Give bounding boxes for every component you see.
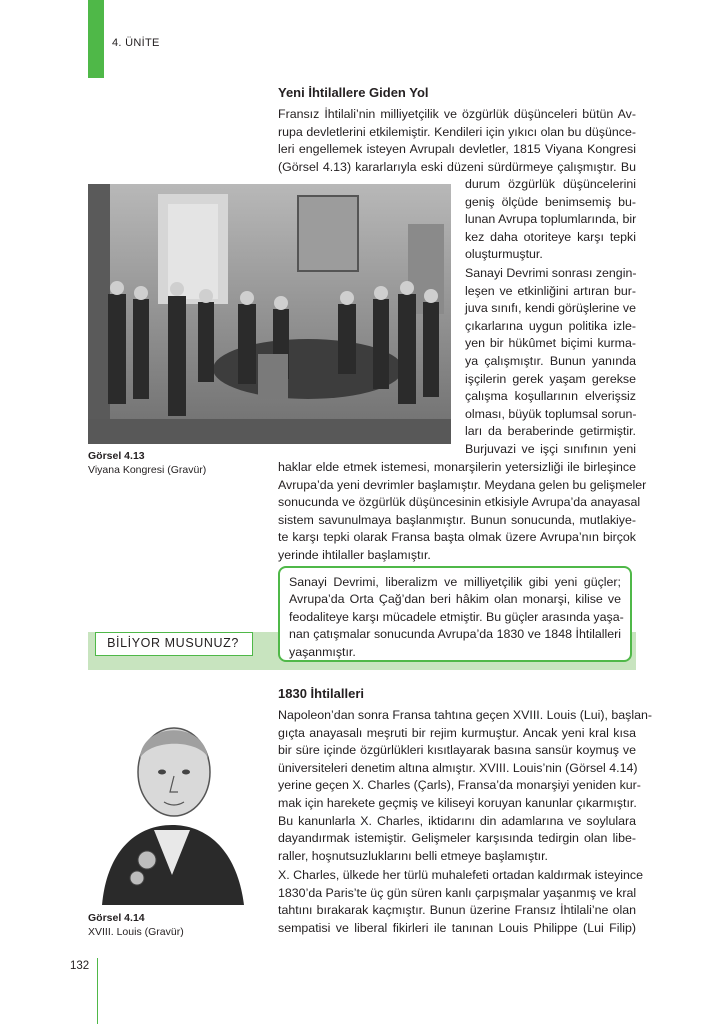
text-line: ya çalışmıştır. Bunun yanında	[465, 353, 636, 368]
text-line: feodaliteye karşı mücadele etmiştir. Bu güçler arasında yaşa-	[289, 609, 624, 624]
section-title-1830-revolutions: 1830 İhtilalleri	[278, 686, 364, 701]
text-line: leri engellemek isteyen Avrupalı devletler, 1815 Viyana Kongresi	[278, 142, 636, 157]
text-line: yaşanmıştır.	[289, 644, 356, 659]
text-line: yerine geçen X. Charles (Çarls), Fransa’da monarşiyi yeniden kur-	[278, 778, 641, 793]
text-line: Avrupa’da Orta Çağ’dan beri hâkim olan monarşi, kilise ve	[289, 592, 621, 607]
page-number: 132	[70, 960, 90, 972]
text-line: gıçta anayasalı meşruti bir rejim kurmuştur. Ancak yeni kral kısa	[278, 725, 636, 740]
figure2-title: Görsel 4.14	[88, 912, 145, 924]
text-line: işçilerin gerek yaşam gerekse	[465, 371, 636, 386]
text-line: raller, hoşnutsuzluklarını belli etmeye başlamıştır.	[278, 848, 548, 863]
text-line: kez daha otoriteye karşı tepki	[465, 229, 636, 244]
text-line: Avrupa’da yeni devrimler başlamıştır. Meydana gelen bu gelişmeler	[278, 477, 647, 492]
louis-xviii-portrait	[92, 700, 252, 905]
figure2-caption: XVIII. Louis (Gravür)	[88, 926, 184, 938]
text-line: leşen ve etkinliğini artıran bur-	[465, 283, 636, 298]
text-line: Burjuvazi ve işçi sınıfının yeni	[465, 441, 636, 456]
section1-paragraph2-wrap	[465, 265, 636, 459]
text-line: mak için harekete geçmiş ve kiliseyi koruyan kanunlar çıkarmıştır.	[278, 795, 637, 810]
section1-paragraph1-wrap	[465, 176, 636, 264]
engraving-illustration	[88, 184, 451, 444]
section2-paragraph1	[278, 707, 653, 865]
text-line: Sanayi Devrimi, liberalizm ve milliyetçilik gibi yeni güçler;	[289, 575, 621, 589]
text-line: sonucunda ve özgürlük düşüncesinin etkisiyle Avrupa’da anayasal	[278, 495, 641, 510]
section2-paragraph2	[278, 867, 644, 937]
text-line: çalışma koşullarının elverişsiz	[465, 389, 636, 404]
text-line: Sanayi Devrimi sonrası zengin-	[465, 266, 637, 280]
text-line: olması, büyük toplumsal sorun-	[465, 406, 637, 421]
text-line: sistem savunulmaya başlanmıştır. Bunun sonucunda, mutlakiye-	[278, 512, 636, 527]
text-line: çıkarlarına uygun politika izle-	[465, 318, 636, 333]
figure1-caption: Viyana Kongresi (Gravür)	[88, 464, 207, 476]
section1-paragraph2-full	[278, 459, 647, 565]
text-line: lunan Avrupa toplumlarında, bir	[465, 212, 637, 227]
text-line: haklar elde etmek istemesi, monarşilerin yetersizliği ile birleşince	[278, 460, 636, 474]
text-line: durum özgürlük düşüncelerini	[465, 177, 636, 191]
text-line: yen bir hükûmet biçimi kurma-	[465, 336, 636, 351]
portrait-illustration	[92, 700, 252, 905]
text-line: Napoleon’dan sonra Fransa tahtına geçen XVIII. Louis (Lui), başlan-	[278, 708, 653, 722]
text-line: ları da beraberinde getirmiştir.	[465, 424, 636, 439]
text-line: nan çatışmalar sonucunda Avrupa’da 1830 ve 1848 İhtilalleri	[289, 627, 621, 642]
text-line: X. Charles, ülkede her türlü muhalefeti ortadan kaldırmak isteyince	[278, 868, 644, 882]
section1-paragraph1-top	[278, 106, 636, 176]
section-title-new-revolutions: Yeni İhtilallere Giden Yol	[278, 85, 429, 100]
text-line: (Görsel 4.13) kararlarıyla eski düzeni sürdürmeye çalışmıştır. Bu	[278, 159, 636, 174]
header-accent-bar	[88, 0, 104, 78]
info-label: BİLİYOR MUSUNUZ?	[107, 636, 239, 650]
footer-accent-line	[97, 958, 98, 1024]
text-line: Fransız İhtilali’nin milliyetçilik ve özgürlük düşünceleri bütün Av-	[278, 107, 636, 121]
text-line: dayandırmak istemiştir. Gelişmeler karşısında tedirgin olan libe-	[278, 831, 636, 846]
text-line: te karşı tepki olarak Fransa başta olmak üzere Avrupa’nın birçok	[278, 530, 636, 545]
text-line: yerinde ihtilaller başlamıştır.	[278, 547, 431, 562]
text-line: tahtını bırakarak kaçmıştır. Bunun üzerine Fransız İhtilali’ne olan	[278, 903, 636, 918]
vienna-congress-engraving	[88, 184, 451, 444]
text-line: bir süre içinde özgürlükleri kısıtlayarak basına sansür koymuş ve	[278, 743, 636, 758]
text-line: Bu kanunlarla X. Charles, iktidarını din adamlarına ve soylulara	[278, 813, 636, 828]
text-line: oluşturmuştur.	[465, 247, 543, 262]
figure1-title: Görsel 4.13	[88, 450, 145, 462]
text-line: rupa devletlerini etkilemiştir. Kendileri için yıkıcı olan bu düşünce-	[278, 124, 636, 139]
text-line: geniş ölçüde benimsemiş bu-	[465, 194, 636, 209]
text-line: juva sınıfı, kendi görüşlerine ve	[465, 301, 636, 316]
unit-label: 4. ÜNİTE	[112, 37, 160, 49]
text-line: üniversiteleri denetim altına almıştır. XVIII. Louis’nin (Görsel 4.14)	[278, 760, 638, 775]
text-line: sempatisi ve liberal fikirleri ile tanınan Louis Philippe (Lui Filip)	[278, 920, 636, 935]
text-line: 1830’da Paris’te üç gün süren kanlı çarpışmalar yaşanmış ve kral	[278, 885, 637, 900]
info-box	[278, 566, 632, 662]
